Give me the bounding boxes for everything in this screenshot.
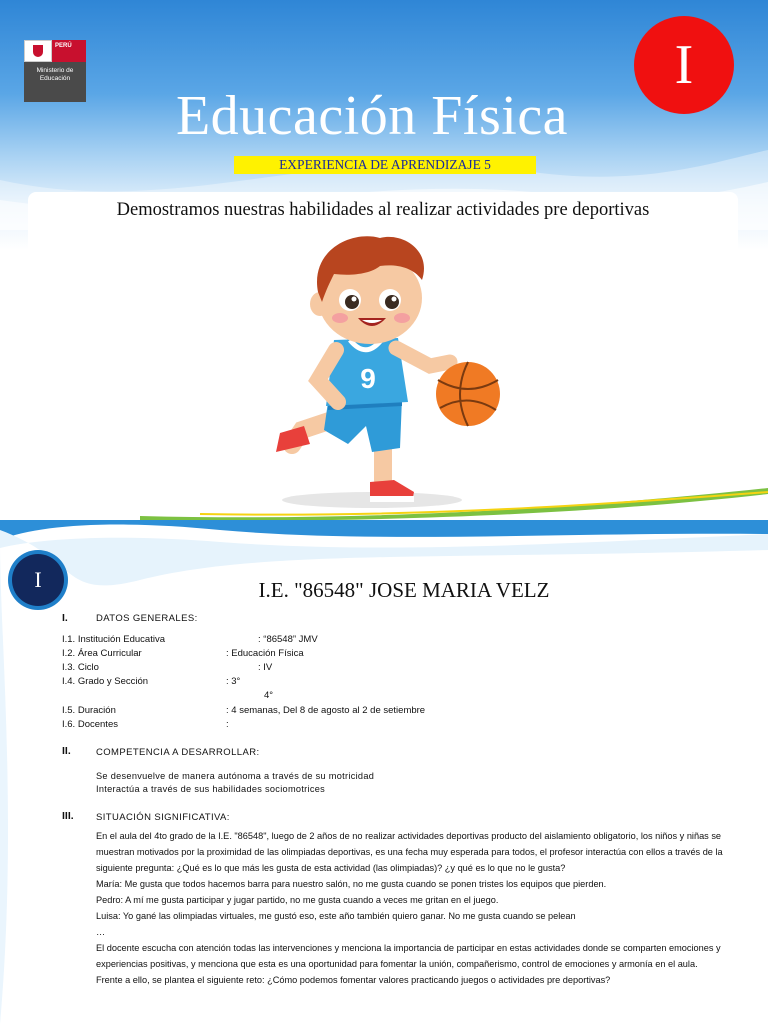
data-value: 4°	[264, 690, 274, 701]
section-number: II.	[62, 745, 71, 757]
situation-line: Pedro: A mí me gusta participar y jugar partido, no me gusta cuando a veces me gritan en el juego.	[96, 895, 499, 905]
data-label: I.4. Grado y Sección	[62, 676, 149, 687]
competency-list	[96, 770, 740, 796]
data-label: I.6. Docentes	[62, 719, 118, 730]
section-number: I.	[62, 612, 68, 624]
section-title: DATOS GENERALES:	[96, 613, 198, 624]
basketball-kid-illustration	[262, 230, 508, 514]
jersey-number: 9	[360, 363, 376, 394]
data-label: I.3. Ciclo	[62, 662, 99, 673]
data-value: :	[226, 719, 229, 730]
logo-country: PERÚ	[52, 40, 86, 62]
situation-line: experiencias positivas, y menciona que esta es una oportunidad para fomentar la unión, compañerismo, control de emociones y armonía en el aula.	[96, 959, 698, 969]
decorative-swoosh	[140, 488, 768, 520]
competency-item: Interactúa a través de sus habilidades sociomotrices	[96, 784, 326, 794]
experience-label: EXPERIENCIA DE APRENDIZAJE 5	[234, 156, 536, 174]
unit-badge: I	[634, 16, 734, 114]
situation-line: En el aula del 4to grado de la I.E. "86548", luego de 2 años de no realizar actividades deportivas producto del aislamiento obligatorio, los niños y niñas se	[96, 831, 722, 841]
data-row	[62, 634, 762, 648]
page-title: Educación Física	[175, 85, 569, 147]
competency-item: Se desenvuelve de manera autónoma a través de su motricidad	[96, 771, 375, 781]
data-row	[62, 719, 762, 733]
data-value: : Educación Física	[226, 648, 304, 659]
data-value: : 3°	[226, 676, 241, 687]
subtitle: Demostramos nuestras habilidades al realizar actividades pre deportivas	[116, 200, 650, 220]
situation-line: Luisa: Yo gané las olimpiadas virtuales, me gustó eso, este año también quiero ganar. No me gusta cuando se pelean	[96, 911, 576, 921]
logo-ministry: Ministerio de Educación	[24, 62, 86, 102]
data-value: : IV	[258, 662, 273, 673]
situation-line: …	[96, 927, 106, 937]
situation-line: siguiente pregunta: ¿Qué es lo que más les gusta de esta actividad (las olimpiadas)? ¿y qué es lo que no le gusta?	[96, 863, 566, 873]
school-name: I.E. "86548" JOSE MARIA VELZ	[258, 578, 550, 602]
data-row	[62, 662, 762, 676]
data-row	[62, 690, 762, 704]
section-title: COMPETENCIA A DESARROLLAR:	[96, 747, 260, 758]
data-value: : “86548” JMV	[258, 634, 318, 645]
section-number: III.	[62, 810, 74, 822]
data-row	[62, 648, 762, 662]
data-value: : 4 semanas, Del 8 de agosto al 2 de setiembre	[226, 705, 426, 716]
section-title: SITUACIÓN SIGNIFICATIVA:	[96, 812, 230, 823]
situation-line: Frente a ello, se plantea el siguiente reto: ¿Cómo podemos fomentar valores practicando juegos o actividades pre deportivas?	[96, 975, 611, 985]
unit-badge: I	[12, 554, 64, 606]
data-label: I.1. Institución Educativa	[62, 634, 165, 645]
data-label: I.2. Área Curricular	[62, 648, 142, 659]
coat-of-arms-icon	[24, 40, 52, 62]
situation-line: muestran motivados por la proximidad de las olimpiadas deportivas, es una fecha muy esperada para todos, el profesor interactúa con ellos a través de la	[96, 847, 723, 857]
data-row	[62, 676, 762, 690]
situation-line: María: Me gusta que todos hacemos barra para nuestro salón, no me gusta cuando se ponen tristes los equipos que pierden.	[96, 879, 607, 889]
situation-line: El docente escucha con atención todas las intervenciones y menciona la importancia de participar en estas actividades donde se comparten emociones y	[96, 943, 721, 953]
lesson-plan-page	[0, 520, 768, 1024]
situation-text	[96, 828, 740, 988]
data-label: I.5. Duración	[62, 705, 116, 716]
data-row	[62, 705, 762, 719]
